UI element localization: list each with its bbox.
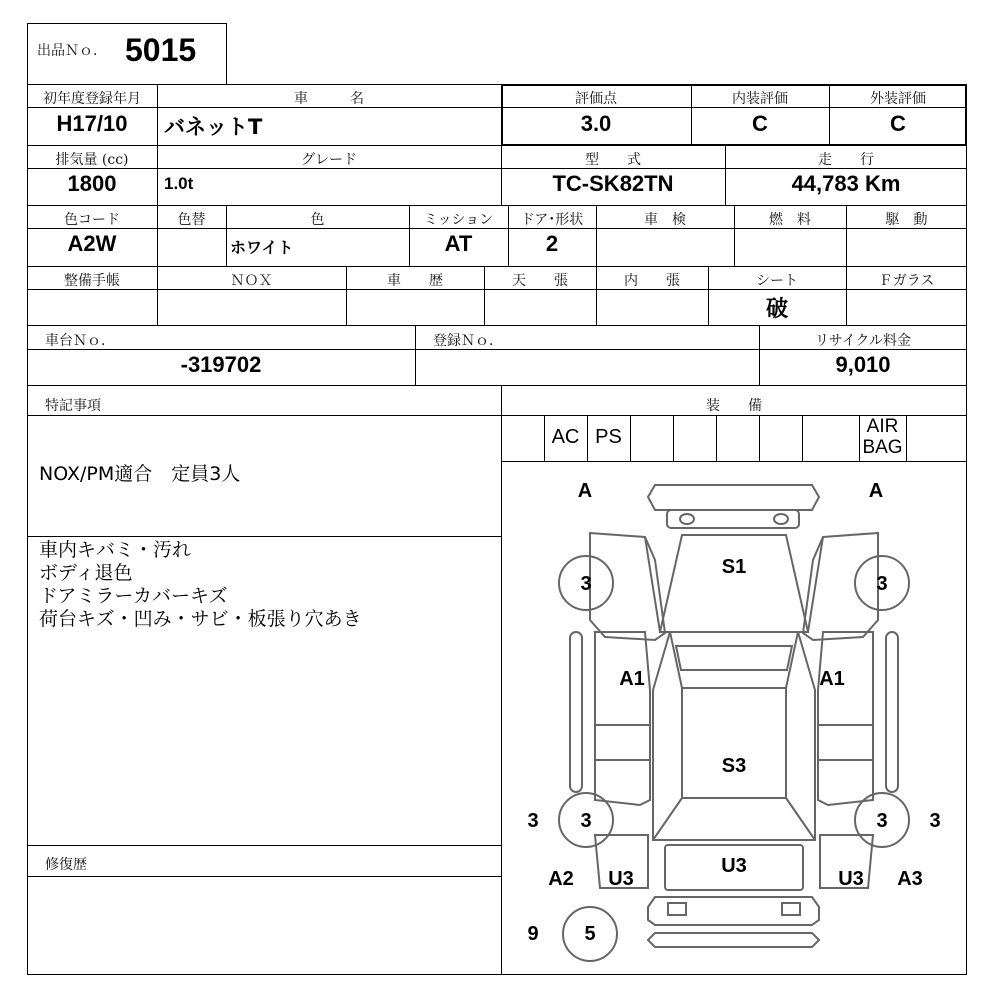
damage-rear-right-outer: 3 (929, 810, 941, 832)
color-value: ホワイト (230, 238, 294, 257)
note-line: ボディ退色 (39, 562, 133, 584)
damage-rear-right-wheel: 3 (876, 810, 888, 832)
damage-front-right-wheel: 3 (876, 573, 888, 595)
interior-label: 内装評価 (732, 91, 788, 107)
seat-value: 破 (765, 297, 788, 322)
damage-bottom-right-a: A3 (897, 868, 923, 890)
fuel-label: 燃 料 (769, 212, 811, 228)
regno-label: 登録Ｎｏ． (433, 333, 503, 349)
damage-right-side: A1 (819, 668, 845, 690)
colorcode-label: 色コード (64, 212, 120, 228)
equip-ac: AC (551, 426, 580, 448)
nox-label: ＮＯＸ (230, 273, 273, 289)
color-label: 色 (310, 212, 325, 228)
damage-left-side: A1 (619, 668, 645, 690)
damage-roof: S1 (721, 556, 747, 578)
remarks-notes (39, 539, 362, 631)
inner-label: 内 張 (624, 273, 680, 289)
chassis-label: 車台Ｎｏ． (45, 333, 115, 349)
mission-label: ミッション (423, 212, 494, 228)
note-line: 荷台キズ・凹み・サビ・板張り穴あき (39, 608, 362, 630)
lot-number: 5015 (125, 32, 197, 68)
damage-rear-left-outer: 3 (527, 810, 539, 832)
glass-label: Ｆガラス (878, 273, 935, 289)
mileage-label: 走 行 (818, 152, 874, 168)
model-label: 型 式 (585, 152, 641, 168)
seat-label: シート (756, 273, 798, 289)
damage-bottom-left-u: U3 (608, 868, 634, 890)
damage-bed: S3 (721, 755, 747, 777)
damage-bottom-right-u: U3 (838, 868, 864, 890)
name-value: バネットT (164, 115, 263, 139)
exterior-value: C (890, 111, 906, 136)
score-value: 3.0 (580, 111, 612, 136)
score-label: 評価点 (575, 91, 617, 107)
equip-airbag-2: BAG (862, 437, 903, 458)
remarks-label: 特記事項 (45, 398, 101, 414)
exterior-label: 外装評価 (870, 91, 926, 107)
maint-label: 整備手帳 (64, 273, 120, 289)
recycle-value: 9,010 (835, 352, 891, 377)
damage-spare-outer: 9 (527, 923, 539, 945)
damage-rear-left-wheel: 3 (580, 810, 592, 832)
lot-label: 出品Ｎｏ． (37, 43, 107, 59)
equip-airbag-1: AIR (866, 416, 899, 437)
grade-value: 1.0t (164, 174, 194, 193)
mission-value: AT (444, 231, 473, 256)
note-line: 車内キバミ・汚れ (39, 539, 192, 561)
note-line: ドアミラーカバーキズ (39, 585, 228, 607)
damage-bottom-left-a: A2 (548, 868, 574, 890)
repaint-label: 色替 (177, 212, 206, 228)
damage-top-right: A (868, 480, 884, 502)
damage-spare-wheel: 5 (584, 923, 596, 945)
disp-value: 1800 (67, 171, 117, 196)
reg-label: 初年度登録年月 (43, 91, 141, 107)
colorcode-value: A2W (67, 231, 117, 256)
drive-label: 駆 動 (885, 212, 928, 228)
damage-top-left: A (577, 480, 593, 502)
damage-tailgate: U3 (721, 855, 747, 877)
recycle-label: リサイクル料金 (814, 333, 912, 349)
roof-label: 天 張 (512, 273, 568, 289)
remarks-line1: NOX/PM適合 定員3人 (39, 463, 241, 485)
name-label: 車 名 (294, 91, 364, 107)
damage-front-left-wheel: 3 (580, 573, 592, 595)
door-label: ドア･形状 (520, 212, 584, 228)
history-label: 車 歴 (387, 273, 443, 289)
model-value: TC-SK82TN (552, 171, 674, 196)
repair-label: 修復歴 (45, 857, 87, 873)
chassis-value: -319702 (180, 352, 262, 377)
interior-value: C (752, 111, 768, 136)
car-damage-diagram (502, 462, 966, 974)
inspection-label: 車 検 (644, 212, 686, 228)
door-value: 2 (545, 231, 559, 256)
grade-label: グレード (301, 152, 357, 168)
mileage-value: 44,783 Km (791, 171, 901, 196)
equipment-label: 装 備 (706, 398, 762, 414)
equip-ps: PS (595, 426, 622, 448)
disp-label: 排気量 (cc) (55, 152, 129, 168)
reg-value: H17/10 (56, 111, 128, 136)
